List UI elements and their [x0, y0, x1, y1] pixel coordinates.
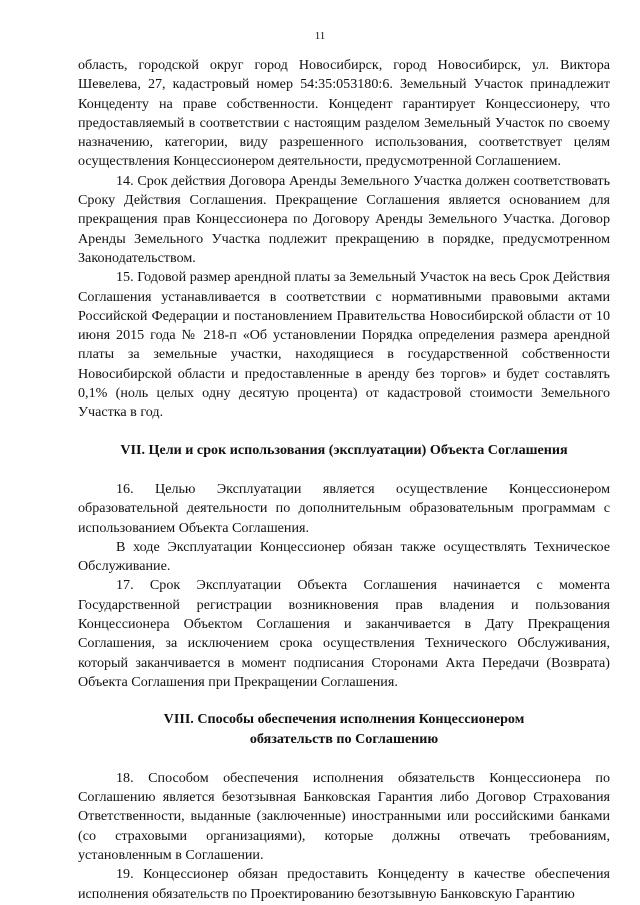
paragraph-16: 16. Целью Эксплуатации является осуществление Концессионером образовательной деятельности по дополнительным образовательным программам с использованием Объекта Соглашения. [78, 480, 610, 536]
paragraph-14: 14. Срок действия Договора Аренды Земельного Участка должен соответствовать Сроку Действия Соглашения. Прекращение Соглашения является основанием для прекращения прав Концессионера по Договору Аренды Земельного Участка. Договор Аренды Земельного Участка подлежит прекращению в порядке, предусмотренном Законодательством. [78, 172, 610, 266]
paragraph-19: 19. Концессионер обязан предоставить Концеденту в качестве обеспечения исполнения обязательств по Проектированию безотзывную Банковскую Гарантию [78, 866, 610, 902]
paragraph-maintenance: В ходе Эксплуатации Концессионер обязан также осуществлять Техническое Обслуживание. [78, 538, 610, 575]
paragraph-land-plot: область, городской округ город Новосибирск, город Новосибирск, ул. Виктора Шевелева, 27, кадастровый номер 54:35:053180:6. Земельный Участок принадлежит Концеденту на праве собственности. Концедент гарантирует Концессионеру, что предоставляемый в соответствии с настоящим разделом Земельный Участок по своему назначению, категории, виду разрешенного использования, соответствует целям осуществления Концессионером деятельности, предусмотренной Соглашением. [78, 57, 610, 170]
paragraph-18: 18. Способом обеспечения исполнения обязательств Концессионера по Соглашению является безотзывная Банковская Гарантия либо Договор Страхования Ответственности, выданные (заключенные) иностранными или российскими банками (со страховыми организациями), которые должны отвечать требованиям, установленным в Соглашении. [78, 769, 610, 863]
paragraph-17: 17. Срок Эксплуатации Объекта Соглашения начинается с момента Государственной регистрации возникновения прав владения и пользования Концессионера Объектом Соглашения и заканчивается в Дату Прекращения Соглашения, за исключением срока осуществления Технического Обслуживания, который заканчивается в момент подписания Сторонами Акта Передачи (Возврата) Объекта Соглашения при Прекращении Соглашения. [78, 577, 610, 690]
section-8-heading-line1: VIII. Способы обеспечения исполнения Концессионером [163, 711, 525, 728]
section-8-heading [78, 710, 610, 749]
paragraph-15: 15. Годовой размер арендной платы за Земельный Участок на весь Срок Действия Соглашения устанавливается в соответствии с нормативными правовыми актами Российской Федерации и постановлением Правительства Новосибирской области от 10 июня 2015 года № 218-п «Об установлении Порядка определения размера арендной платы за земельные участки, находящиеся в государственной собственности Новосибирской области и предоставленные в аренду без торгов» и будет составлять 0,1% (ноль целых одну десятую процента) от кадастровой стоимости Земельного Участка в год. [78, 269, 610, 421]
section-8-heading-line2: обязательств по Соглашению [249, 730, 439, 747]
page-content [78, 56, 610, 904]
section-7-heading: VII. Цели и срок использования (эксплуатации) Объекта Соглашения [120, 441, 568, 458]
page-number: 11 [314, 30, 326, 42]
